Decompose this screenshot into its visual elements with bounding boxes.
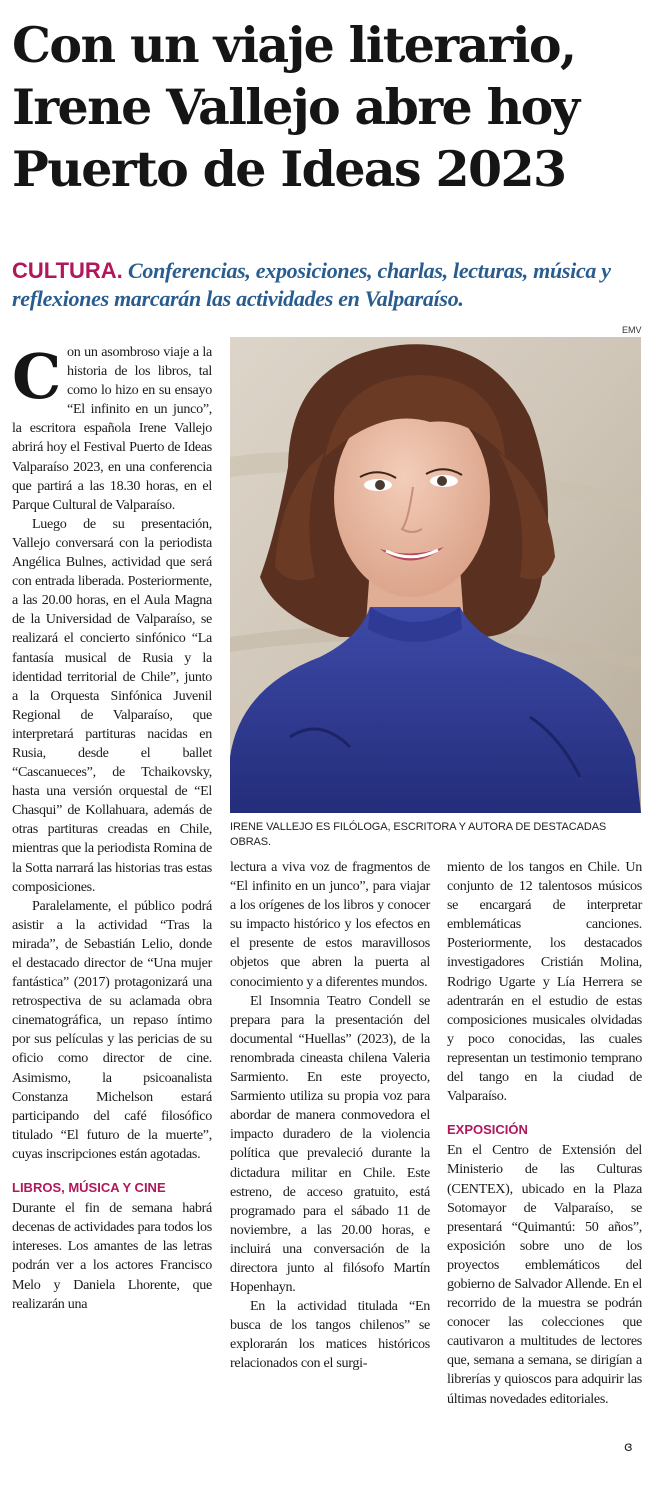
photo-credit: EMV	[622, 325, 642, 335]
headline-line-2: Irene Vallejo abre hoy	[12, 78, 579, 136]
section-heading: EXPOSICIÓN	[447, 1122, 528, 1138]
headline-line-3: Puerto de Ideas 2023	[12, 140, 566, 198]
headline-line-1: Con un viaje literario,	[12, 16, 576, 74]
portrait-illustration	[230, 337, 641, 813]
paragraph: Durante el fin de semana habrá decenas de actividades para todos los intereses. Los amantes de las letras podrán ver a los actores Francisco Melo y Daniela Lhorente, que realizarán una	[12, 1200, 212, 1312]
headline	[12, 14, 637, 200]
section-kicker: CULTURA.	[12, 258, 123, 283]
paragraph: El Insomnia Teatro Condell se prepara para la presentación del documental “Huellas” (2023), de la renombrada cineasta chilena Valeria Sarmiento. En este proyecto, Sarmiento utiliza su propia voz para abordar de manera conmovedora el impacto duradero de la violencia política que prevaleció durante la dictadura militar en Chile. Este estreno, de acceso gratuito, está programado para el sábado 11 de noviembre, a las 20.00 horas, e incluirá una conversación de la directora junto al filósofo Martín Hopenhayn.	[230, 992, 430, 1296]
paragraph: Luego de su presentación, Vallejo conversará con la periodista Angélica Bulnes, actividad que será con entrada liberada. Posteriormente, a las 20.00 horas, en el Aula Magna de la Universidad de Valparaíso, se realizará el concierto sinfónico “La fantasía musical de Rusia y la identidad territorial de Chile”, junto a la Orquesta Sinfónica Juvenil Regional de Valparaíso, que interpretará partituras nacidas en Rusia, desde el ballet “Cascanueces”, de Tchaikovsky, hasta una versión orquestal de “El Chasqui” de Kollahuara, además de otras partituras creadas en Chile, mientras que la periodista Romina de la Sotta narrará las historias tras estas composiciones.	[12, 515, 212, 895]
deck-text: Conferencias, exposiciones, charlas, lecturas, música y reflexiones marcarán las actividades en Valparaíso.	[12, 258, 611, 311]
paragraph: lectura a viva voz de fragmentos de “El infinito en un junco”, para viajar a los orígenes de los libros y conocer su impacto histórico y los efectos en el presente de estos maravillosos objetos que abren la puerta al conocimiento y a diferentes mundos.	[230, 859, 430, 990]
drop-cap: C	[12, 340, 62, 413]
section-heading: LIBROS, MÚSICA Y CINE	[12, 1180, 166, 1196]
article-column-1	[12, 340, 212, 1314]
end-mark-icon: ɞ	[624, 1440, 633, 1455]
article-column-3	[447, 858, 642, 1409]
paragraph: En el Centro de Extensión del Ministerio de las Culturas (CENTEX), ubicado en la Plaza Sotomayor de Valparaíso, se presentará “Quimantú: 50 años”, exposición sobre uno de los proyectos emblemáticos del gobierno de Salvador Allende. En el recorrido de la muestra se podrán conocer las colecciones que cautivaron a multitudes de lectores que, semana a semana, se dirigían a librerías y quioscos para adquirir las últimas novedades editoriales.	[447, 1142, 642, 1407]
portrait-photo	[230, 337, 641, 813]
photo-caption: IRENE VALLEJO ES FILÓLOGA, ESCRITORA Y AUTORA DE DESTACADAS OBRAS.	[230, 821, 607, 848]
paragraph: on un asombroso viaje a la historia de los libros, tal como lo hizo en su ensayo “El infinito en un junco”, la escritora española Irene Vallejo abrirá hoy el Festival Puerto de Ideas Valparaíso 2023, en una conferencia que partirá a las 18.30 horas, en el Parque Cultural de Valparaíso.	[12, 344, 212, 513]
paragraph: En la actividad titulada “En busca de los tangos chilenos” se explorarán los matices históricos relacionados con el surgi-	[230, 1298, 430, 1372]
paragraph: Paralelamente, el público podrá asistir a la actividad “Tras la mirada”, de Sebastián Lelio, donde el destacado director de “Una mujer fantástica” (2017) protagonizará una retrospectiva de su aclamada obra cinematográfica, un repaso íntimo por sus películas y las pericias de su oficio como director de cine. Asimismo, la psicoanalista Constanza Michelson estará participando del café filosófico titulado “El futuro de la muerte”, cuyas inscripciones están agotadas.	[12, 897, 212, 1162]
paragraph: miento de los tangos en Chile. Un conjunto de 12 talentosos músicos se encargará de interpretar emblemáticas canciones. Posteriormente, los destacados investigadores Cristián Molina, Rodrigo Ugarte y Lía Herrera se adentrarán en el estudio de estas composiciones musicales olvidadas y poco conocidas, las cuales representan un testimonio temprano del tango en la ciudad de Valparaíso.	[447, 859, 642, 1105]
article-column-2	[230, 858, 430, 1374]
deck	[12, 257, 640, 313]
